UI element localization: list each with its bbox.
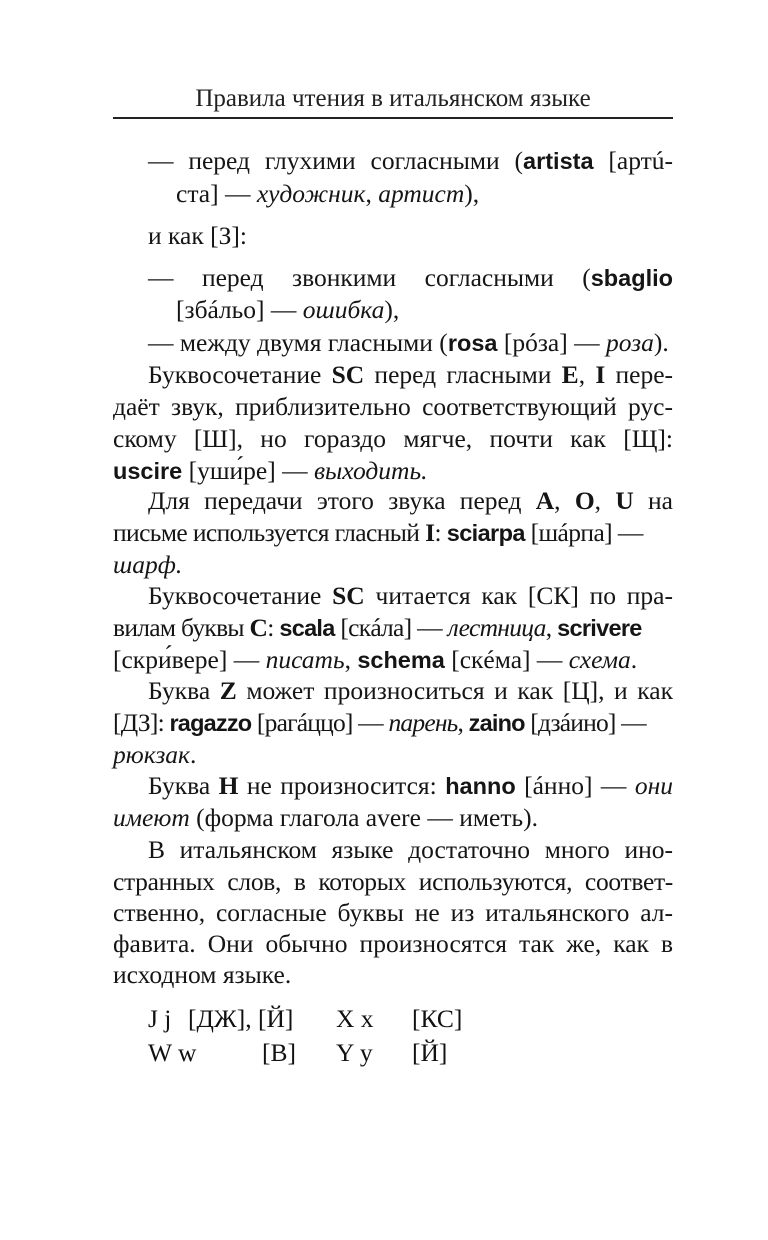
- translation: художник: [256, 179, 366, 208]
- italian-word: schema: [357, 647, 445, 673]
- text-line: В итальянском языке достаточно много ино-: [148, 835, 673, 864]
- text-line: рюкзак.: [113, 740, 197, 769]
- text-line: Буквосочетание SC читается как [СК] по пра-: [148, 581, 673, 610]
- translation: артист: [378, 179, 465, 208]
- table-cell: X x: [336, 1004, 374, 1033]
- translation: выходить.: [313, 456, 428, 485]
- translation: схема: [568, 645, 631, 674]
- running-header: Правила чтения в итальянском языке: [195, 85, 591, 112]
- text-line: Буквосочетание SC перед гласными E, I пере-: [148, 360, 674, 389]
- text-line: — перед звонкими согласными (sbaglio: [148, 263, 673, 292]
- table-cell: [КС]: [412, 1004, 463, 1033]
- text-line: странных слов, в которых используются, соответ-: [113, 867, 673, 896]
- translation: парень: [388, 708, 458, 737]
- table-cell: [Й]: [412, 1038, 448, 1067]
- text-line: Для передачи этого звука перед A, O, U на: [148, 486, 673, 515]
- text-line: письме используется гласный I: sciarpa [шáрпа] —: [113, 518, 643, 547]
- italian-word: zaino: [468, 710, 525, 736]
- text-line: [ДЗ]: ragazzo [рагáццо] — парень, zaino [дзáино] —: [113, 708, 646, 737]
- translation: роза: [605, 328, 654, 357]
- table-cell: W w: [148, 1038, 197, 1067]
- text-line: и как [З]:: [148, 221, 247, 250]
- italian-word: scrivere: [557, 615, 642, 641]
- text-line: [скри́вере] — писать, schema [скéма] — схема.: [113, 645, 638, 674]
- text-line: — перед глухими согласными (artista [артú-: [148, 146, 673, 175]
- italian-word: uscire: [113, 458, 183, 484]
- table-cell: [ДЖ], [Й]: [188, 1004, 294, 1033]
- text-line: — между двумя гласными (rosa [рóза] — роза).: [148, 328, 669, 357]
- translation: они: [634, 771, 673, 800]
- text-line: ста] — художник, артист),: [176, 179, 480, 208]
- text-line: uscire [уши́ре] — выходить.: [113, 456, 428, 485]
- text-line: имеют (форма глагола avere — иметь).: [113, 803, 538, 832]
- text-line: [113, 550, 182, 580]
- text-line: даёт звук, приблизительно соответствующий рус-: [113, 392, 673, 421]
- italian-word: ragazzo: [169, 710, 252, 736]
- translation: рюкзак: [113, 740, 190, 769]
- text-line: фавита. Они обычно произносятся так же, как в: [113, 929, 673, 958]
- translation: лестница: [447, 613, 546, 642]
- table-cell: J j: [148, 1004, 172, 1033]
- text-line: Буква Z может произноситься и как [Ц], и как: [148, 676, 673, 705]
- text-line: [збáльо] — ошибка),: [176, 295, 400, 324]
- italian-word: artista: [523, 148, 594, 174]
- text-line: ственно, согласные буквы не из итальянского ал-: [113, 898, 673, 927]
- text-line: исходном языке.: [113, 960, 292, 989]
- italian-word: rosa: [447, 330, 498, 356]
- text-line: скому [Ш], но гораздо мягче, почти как [Щ]:: [113, 424, 673, 453]
- italian-word: scala: [279, 615, 335, 641]
- text-line: Буква H не произносится: hanno [áнно] — они: [148, 771, 673, 800]
- table-cell: [В]: [262, 1038, 296, 1067]
- italian-word: sbaglio: [590, 265, 673, 291]
- translation: имеют: [113, 803, 190, 832]
- table-cell: Y y: [336, 1038, 373, 1067]
- translation: писать: [265, 645, 345, 674]
- translation: шарф.: [113, 550, 183, 579]
- header-rule: [113, 117, 673, 119]
- text-line: вилам буквы C: scala [скáла] — лестница, scrivere: [113, 613, 642, 642]
- translation: ошибка: [302, 295, 385, 324]
- italian-word: hanno: [445, 773, 516, 799]
- italian-word: sciarpa: [446, 520, 525, 546]
